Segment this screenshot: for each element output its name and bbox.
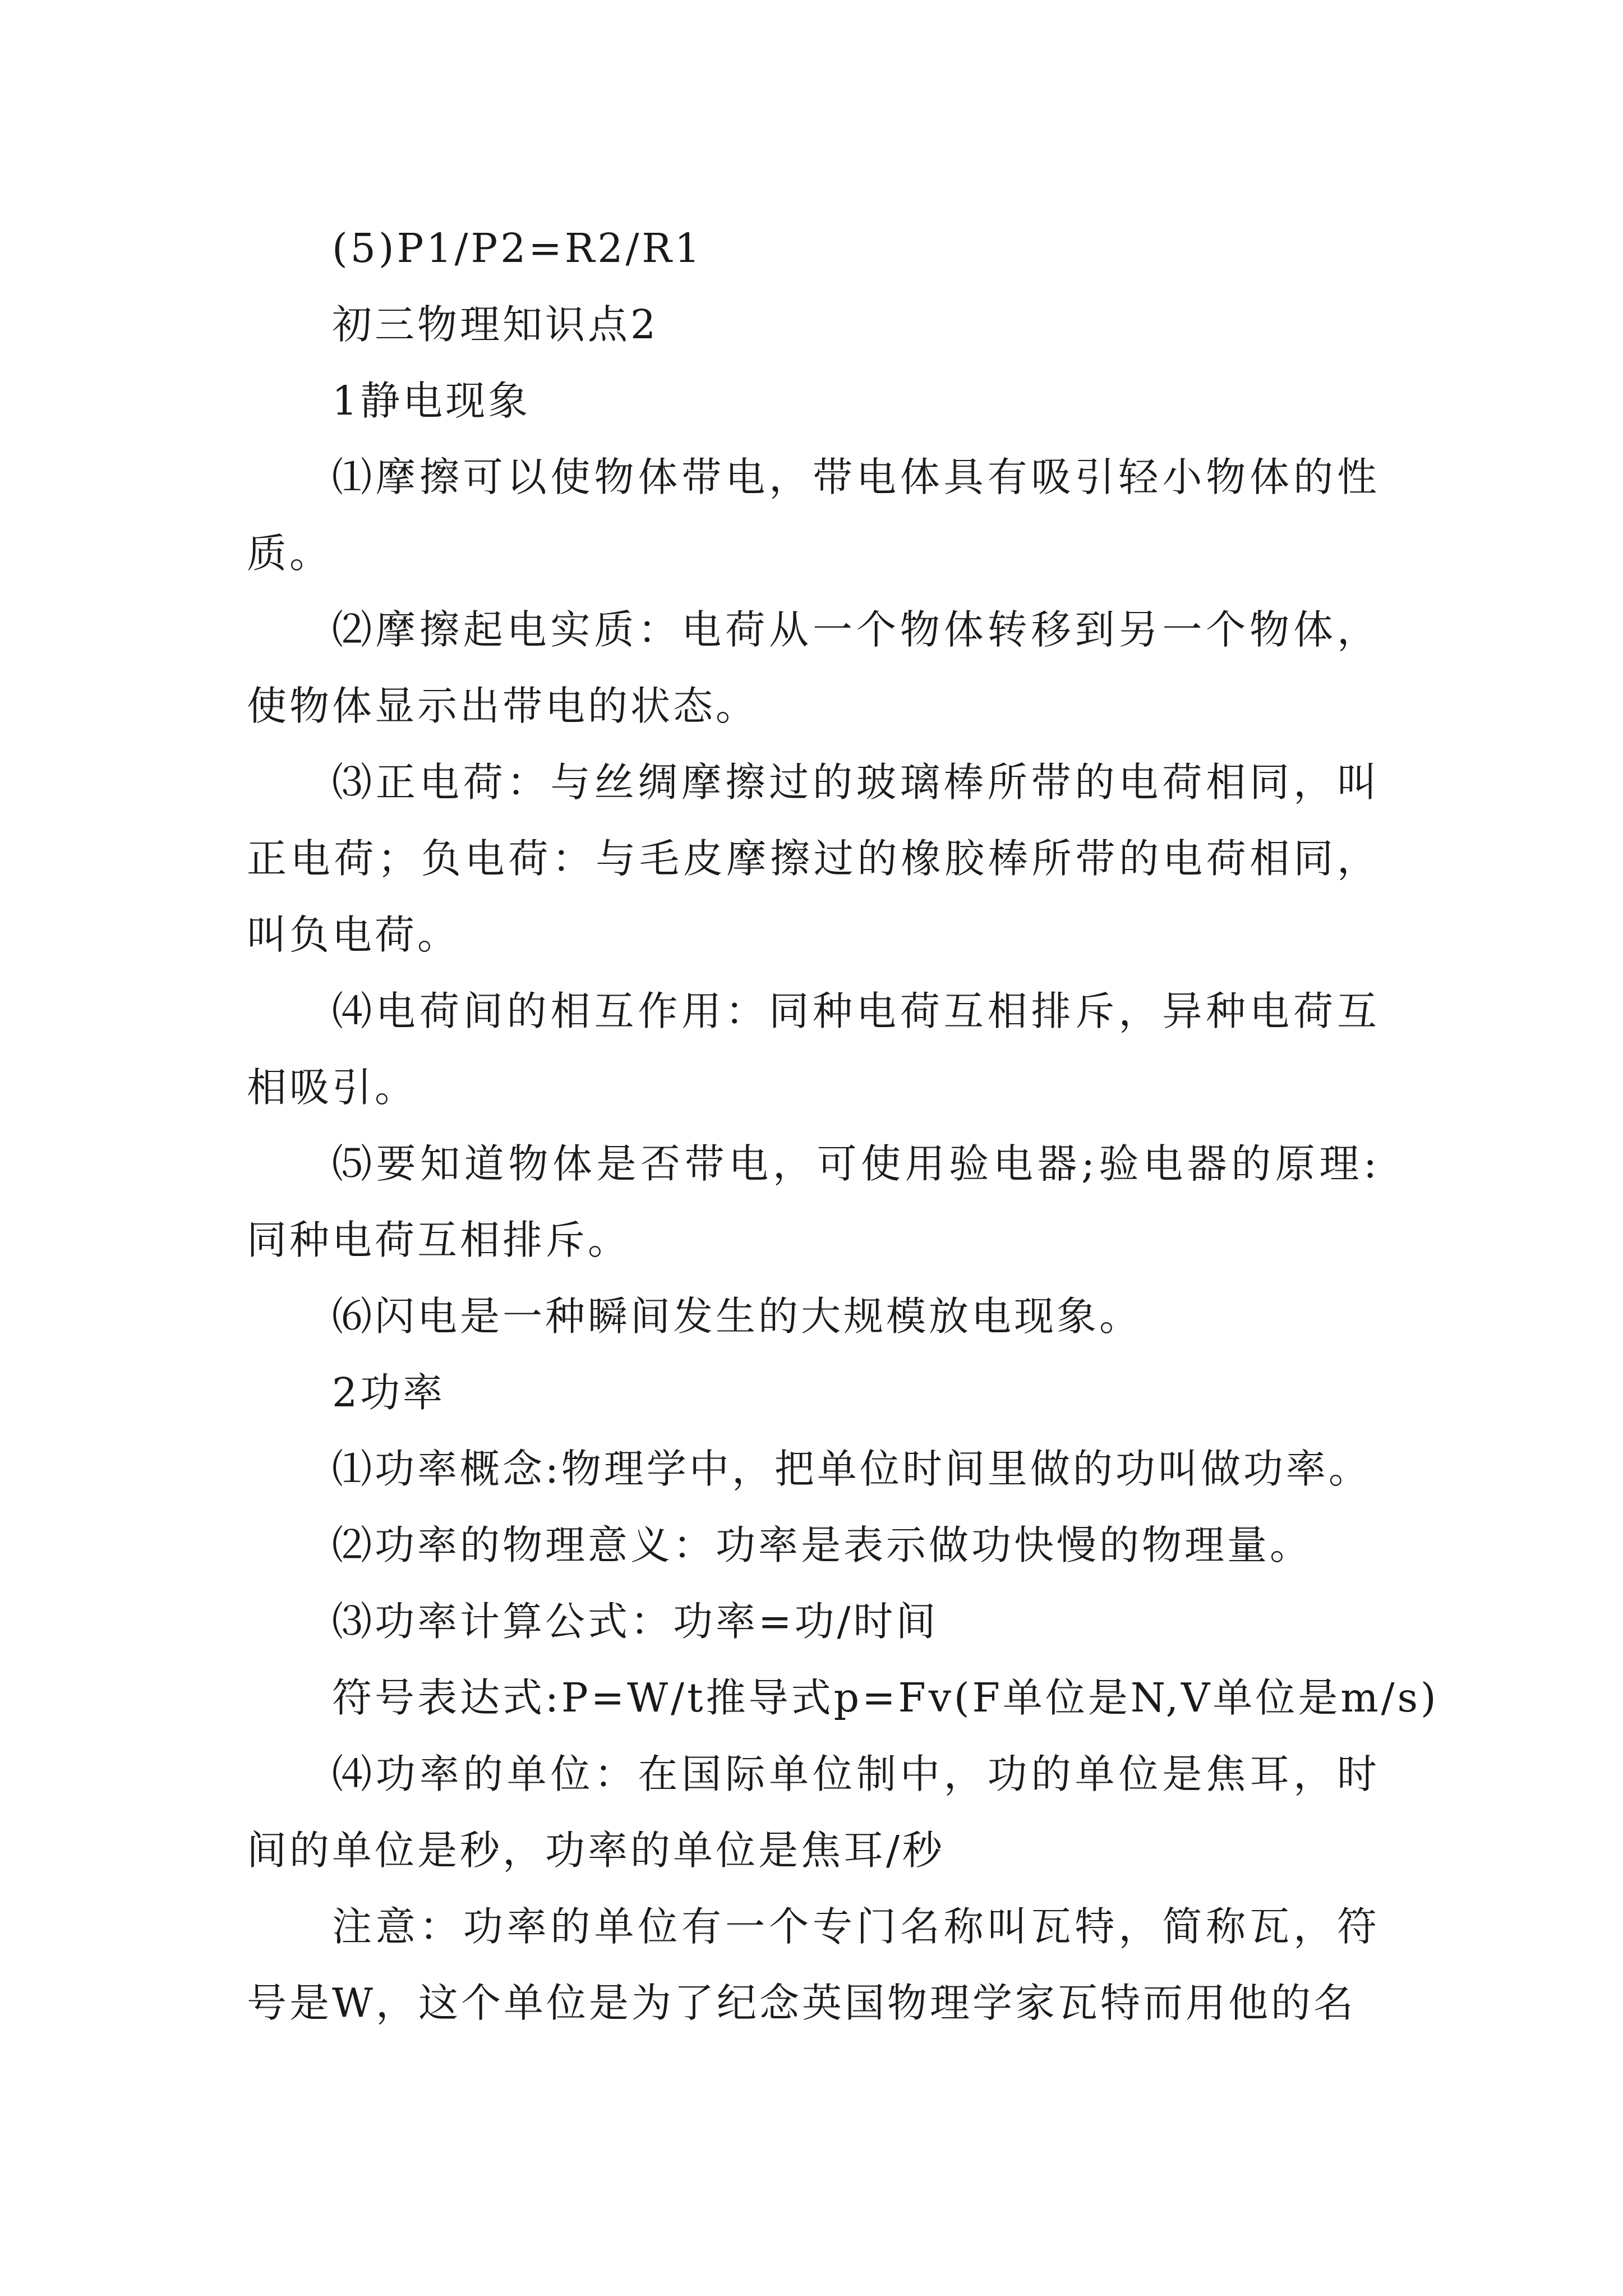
- paragraph-power-unit: ⑷功率的单位：在国际单位制中，功的单位是焦耳，时间的单位是秒，功率的单位是焦耳/秒: [247, 1751, 1380, 1874]
- paragraph-watt-note: 注意：功率的单位有一个专门名称叫瓦特，简称瓦，符号是W，这个单位是为了纪念英国物理学家瓦特而用他的名: [247, 1903, 1380, 2026]
- paragraph-positive-negative-charge: ⑶正电荷：与丝绸摩擦过的玻璃棒所带的电荷相同，叫正电荷；负电荷：与毛皮摩擦过的橡胶棒所带的电荷相同，叫负电荷。: [247, 759, 1380, 958]
- paragraph-symbol-expression: 符号表达式:P=W/t推导式p=Fv(F单位是N,V单位是m/s): [332, 1674, 1439, 1721]
- paragraph-power-formula: ⑶功率计算公式：功率=功/时间: [332, 1598, 939, 1645]
- formula-line: (5)P1/P2=R2/R1: [332, 225, 703, 272]
- document-body: [247, 210, 1439, 2041]
- paragraph-lightning: ⑹闪电是一种瞬间发生的大规模放电现象。: [332, 1293, 1142, 1340]
- paragraph-electroscope: ⑸要知道物体是否带电，可使用验电器;验电器的原理:同种电荷互相排斥。: [247, 1140, 1380, 1263]
- paragraph-charge-interaction: ⑷电荷间的相互作用：同种电荷互相排斥，异种电荷互相吸引。: [247, 988, 1380, 1111]
- subsection-heading-static-electricity: 1静电现象: [332, 378, 531, 424]
- paragraph-power-concept: ⑴功率概念:物理学中，把单位时间里做的功叫做功率。: [332, 1446, 1371, 1492]
- section-heading: 初三物理知识点2: [332, 301, 659, 348]
- paragraph-friction-charge: ⑴摩擦可以使物体带电，带电体具有吸引轻小物体的性质。: [247, 454, 1380, 577]
- paragraph-friction-essence: ⑵摩擦起电实质：电荷从一个物体转移到另一个物体，使物体显示出带电的状态。: [247, 606, 1380, 729]
- paragraph-power-meaning: ⑵功率的物理意义：功率是表示做功快慢的物理量。: [332, 1522, 1313, 1568]
- subsection-heading-power: 2功率: [332, 1369, 446, 1416]
